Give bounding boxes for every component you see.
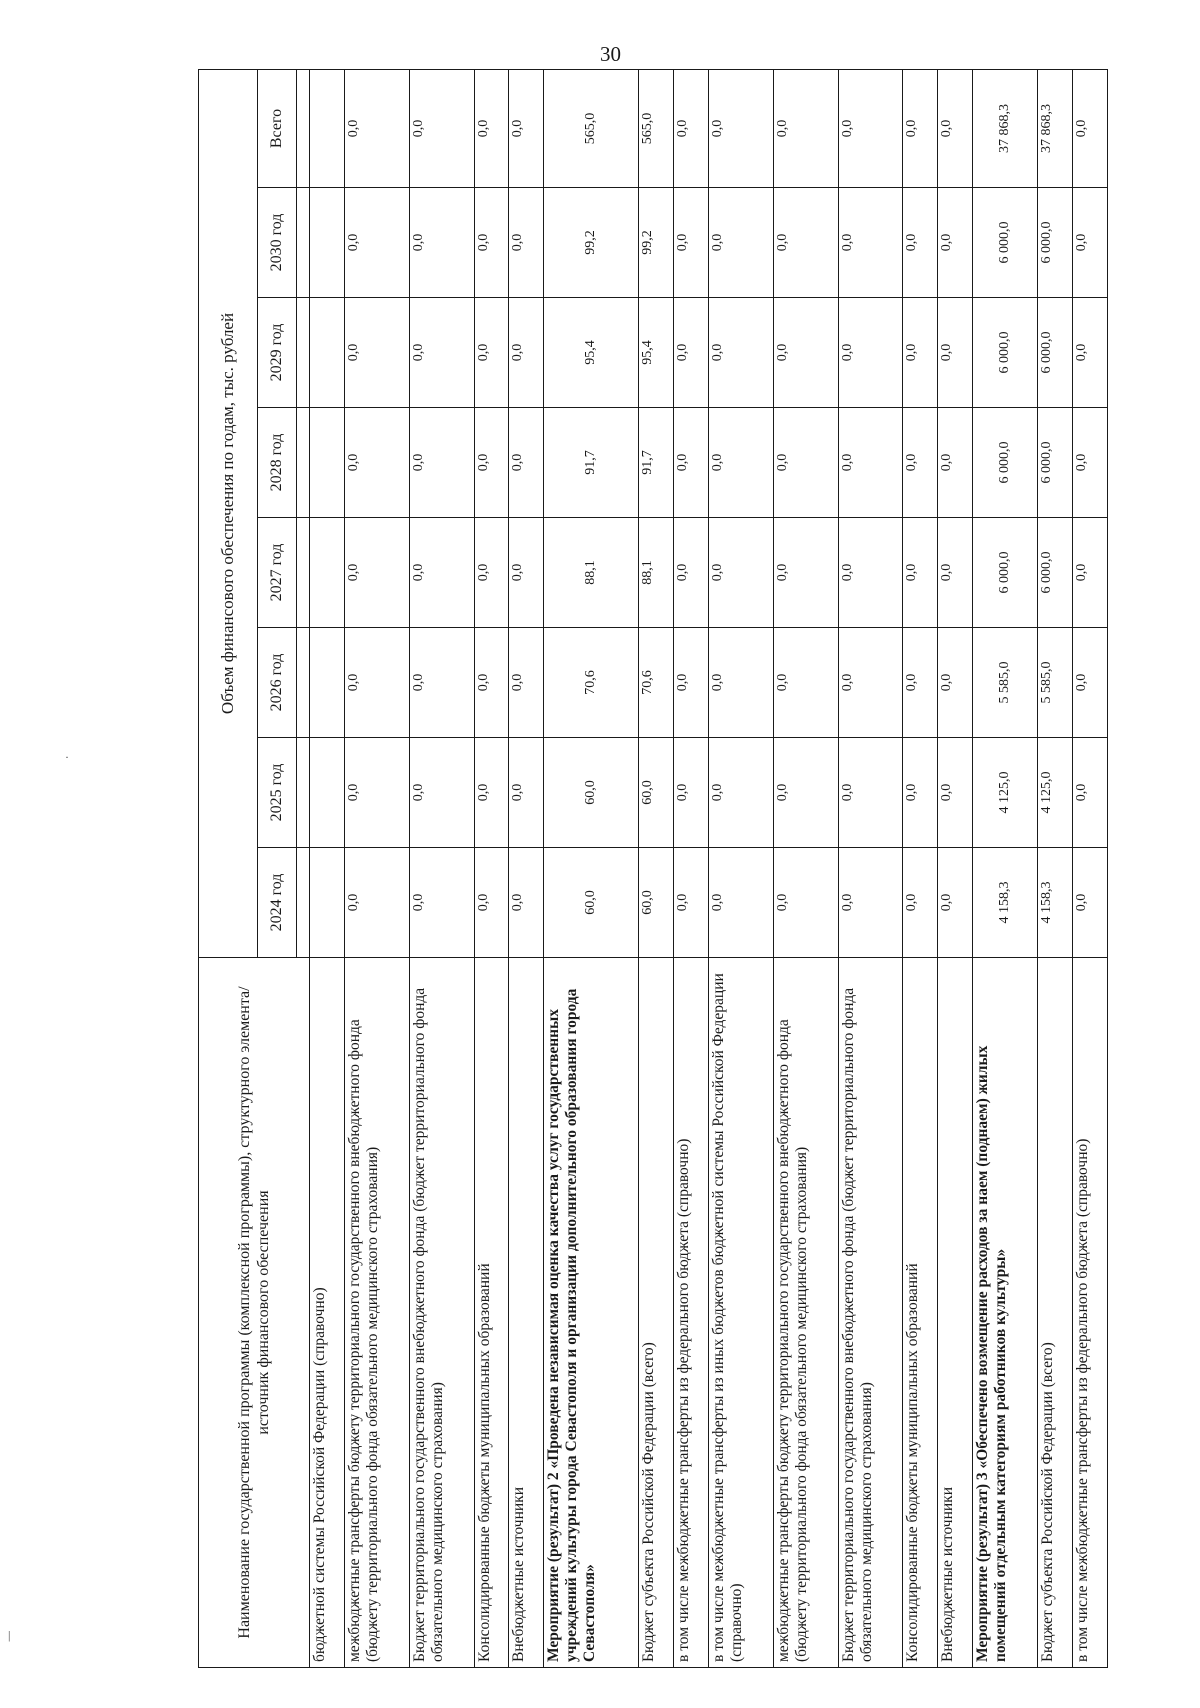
header-spacer-cell [297,298,310,408]
value-cell [310,69,345,187]
value-cell: 0,0 [674,69,709,187]
value-cell: 88,1 [544,518,639,628]
value-cell: 0,0 [708,628,773,738]
value-cell: 0,0 [509,69,544,187]
value-cell: 0,0 [773,69,838,187]
value-cell: 0,0 [474,738,509,848]
table-row [773,69,838,1667]
row-name-cell: Внебюджетные источники [509,958,544,1668]
value-cell: 0,0 [409,848,474,958]
value-cell: 0,0 [674,848,709,958]
value-cell: 0,0 [903,628,938,738]
value-cell: 0,0 [474,518,509,628]
row-name-cell: межбюджетные трансферты бюджету территориального государственного внебюджетного фонда (бюджету территориального фонда обязательного медицинского страхования) [344,958,409,1668]
table-row [639,69,674,1667]
value-cell: 99,2 [544,188,639,298]
value-cell: 0,0 [838,69,903,187]
header-spacer-cell [297,738,310,848]
value-cell: 0,0 [1072,848,1107,958]
value-cell: 99,2 [639,188,674,298]
value-cell: 0,0 [1072,69,1107,187]
value-cell: 37 868,3 [1038,69,1073,187]
value-cell: 0,0 [938,738,973,848]
rotated-table-container [198,70,1108,1668]
value-cell: 0,0 [674,408,709,518]
value-cell: 4 158,3 [973,848,1038,958]
table-row [903,69,938,1667]
value-cell: 91,7 [639,408,674,518]
value-cell: 0,0 [509,298,544,408]
value-cell: 0,0 [838,848,903,958]
value-cell: 0,0 [903,408,938,518]
value-cell: 0,0 [344,188,409,298]
value-cell: 0,0 [1072,738,1107,848]
value-cell [310,518,345,628]
value-cell: 0,0 [344,738,409,848]
value-cell: 0,0 [509,408,544,518]
value-cell: 0,0 [773,848,838,958]
value-cell: 0,0 [474,69,509,187]
value-cell: 0,0 [708,408,773,518]
value-cell [310,848,345,958]
value-cell: 0,0 [344,518,409,628]
table-row [674,69,709,1667]
value-cell: 5 585,0 [973,628,1038,738]
value-cell: 0,0 [773,298,838,408]
value-cell: 4 158,3 [1038,848,1073,958]
header-spacer-cell [297,518,310,628]
table-row [973,69,1038,1667]
value-cell: 0,0 [674,738,709,848]
value-cell: 0,0 [773,738,838,848]
value-cell: 0,0 [903,738,938,848]
table-row [938,69,973,1667]
table-row [838,69,903,1667]
value-cell: 0,0 [674,188,709,298]
value-cell [310,738,345,848]
row-name-cell: Бюджет субъекта Российской Федерации (всего) [1038,958,1073,1668]
row-name-cell: в том числе межбюджетные трансферты из иных бюджетов бюджетной системы Российской Федерации (справочно) [708,958,773,1668]
value-cell: 0,0 [708,69,773,187]
value-cell [310,298,345,408]
table-body [310,69,1108,1667]
financing-table [198,69,1108,1668]
value-cell: 0,0 [838,628,903,738]
value-cell: 95,4 [639,298,674,408]
row-name-cell: Внебюджетные источники [938,958,973,1668]
row-name-cell: межбюджетные трансферты бюджету территориального государственного внебюджетного фонда (бюджету территориального фонда обязательного медицинского страхования) [773,958,838,1668]
value-cell: 0,0 [938,408,973,518]
value-cell: 0,0 [474,298,509,408]
table-row [409,69,474,1667]
row-name-cell: Консолидированные бюджеты муниципальных образований [474,958,509,1668]
value-cell: 0,0 [409,298,474,408]
table-row [344,69,409,1667]
value-cell: 0,0 [409,518,474,628]
value-cell: 0,0 [344,408,409,518]
value-cell: 0,0 [773,628,838,738]
table-row [1072,69,1107,1667]
value-cell: 0,0 [1072,298,1107,408]
value-cell: 0,0 [773,188,838,298]
row-name-cell: бюджетной системы Российской Федерации (справочно) [310,958,345,1668]
value-cell: 0,0 [474,848,509,958]
value-cell: 0,0 [409,738,474,848]
header-spacer-cell [297,188,310,298]
value-cell: 4 125,0 [1038,738,1073,848]
value-cell: 6 000,0 [1038,408,1073,518]
value-cell: 0,0 [903,848,938,958]
row-name-cell: Консолидированные бюджеты муниципальных образований [903,958,938,1668]
row-name-cell: Мероприятие (результат) 3 «Обеспечено возмещение расходов за наем (поднаем) жилых помещений отдельным категориям работников культуры» [973,958,1038,1668]
value-cell: 0,0 [344,848,409,958]
header-spacer-cell [297,408,310,518]
header-year-1: 2025 год [258,738,297,848]
value-cell: 0,0 [1072,188,1107,298]
value-cell: 565,0 [639,69,674,187]
value-cell: 0,0 [903,518,938,628]
scan-tick-mark: | [8,1628,11,1642]
header-year-0: 2024 год [258,848,297,958]
value-cell: 0,0 [903,188,938,298]
value-cell: 60,0 [639,848,674,958]
value-cell: 0,0 [708,738,773,848]
value-cell: 0,0 [409,408,474,518]
header-spacer-cell [297,848,310,958]
header-group-title: Объем финансового обеспечения по годам, тыс. рублей [199,69,258,957]
value-cell [310,188,345,298]
value-cell: 0,0 [938,69,973,187]
header-spacer-cell [297,69,310,187]
value-cell: 88,1 [639,518,674,628]
header-name-column: Наименование государственной программы (комплексной программы), структурного элемента/источник финансового обеспечения [199,958,310,1668]
row-name-cell: Бюджет территориального государственного внебюджетного фонда (бюджет территориального фонда обязательного медицинского страхования) [409,958,474,1668]
table-row [474,69,509,1667]
value-cell: 0,0 [773,408,838,518]
scan-dot-mark: · [65,750,69,764]
value-cell: 0,0 [509,188,544,298]
header-year-3: 2027 год [258,518,297,628]
value-cell: 0,0 [838,518,903,628]
row-name-cell: в том числе межбюджетные трансферты из федерального бюджета (справочно) [674,958,709,1668]
value-cell: 70,6 [639,628,674,738]
value-cell: 0,0 [938,188,973,298]
value-cell: 37 868,3 [973,69,1038,187]
row-name-cell: Бюджет субъекта Российской Федерации (всего) [639,958,674,1668]
value-cell [310,408,345,518]
table-row [1038,69,1073,1667]
value-cell: 0,0 [344,69,409,187]
header-year-7: Всего [258,69,297,187]
value-cell: 0,0 [409,69,474,187]
value-cell: 0,0 [474,188,509,298]
value-cell: 0,0 [474,628,509,738]
value-cell: 0,0 [409,188,474,298]
value-cell: 0,0 [1072,518,1107,628]
header-year-4: 2028 год [258,408,297,518]
row-name-cell: в том числе межбюджетные трансферты из федерального бюджета (справочно) [1072,958,1107,1668]
value-cell: 0,0 [708,848,773,958]
value-cell: 0,0 [838,738,903,848]
value-cell: 0,0 [674,518,709,628]
value-cell: 4 125,0 [973,738,1038,848]
value-cell: 0,0 [903,69,938,187]
header-year-5: 2029 год [258,298,297,408]
value-cell: 0,0 [409,628,474,738]
value-cell: 60,0 [639,738,674,848]
value-cell: 0,0 [344,628,409,738]
table-row [544,69,639,1667]
value-cell: 0,0 [838,298,903,408]
value-cell: 0,0 [938,298,973,408]
value-cell: 6 000,0 [973,298,1038,408]
value-cell: 60,0 [544,848,639,958]
value-cell: 0,0 [1072,408,1107,518]
value-cell: 0,0 [1072,628,1107,738]
value-cell: 0,0 [509,628,544,738]
value-cell: 5 585,0 [1038,628,1073,738]
value-cell [310,628,345,738]
value-cell: 0,0 [773,518,838,628]
value-cell: 0,0 [509,738,544,848]
value-cell: 0,0 [674,628,709,738]
header-year-2: 2026 год [258,628,297,738]
value-cell: 0,0 [838,188,903,298]
value-cell: 0,0 [938,628,973,738]
table-row [310,69,345,1667]
table-row [509,69,544,1667]
value-cell: 0,0 [938,518,973,628]
value-cell: 0,0 [838,408,903,518]
value-cell: 6 000,0 [1038,188,1073,298]
value-cell: 6 000,0 [1038,298,1073,408]
page-number: 30 [600,42,621,66]
row-name-cell: Мероприятие (результат) 2 «Проведена независимая оценка качества услуг государственных учреждений культуры города Севастополя и организации дополнительного образования города Севастополя» [544,958,639,1668]
value-cell: 0,0 [938,848,973,958]
value-cell: 0,0 [344,298,409,408]
value-cell: 70,6 [544,628,639,738]
value-cell: 0,0 [708,188,773,298]
value-cell: 565,0 [544,69,639,187]
value-cell: 0,0 [509,518,544,628]
value-cell: 6 000,0 [1038,518,1073,628]
value-cell: 0,0 [674,298,709,408]
value-cell: 95,4 [544,298,639,408]
value-cell: 6 000,0 [973,518,1038,628]
header-year-6: 2030 год [258,188,297,298]
value-cell: 6 000,0 [973,408,1038,518]
header-spacer-cell [297,628,310,738]
value-cell: 0,0 [708,518,773,628]
value-cell: 60,0 [544,738,639,848]
row-name-cell: Бюджет территориального государственного внебюджетного фонда (бюджет территориального фонда обязательного медицинского страхования) [838,958,903,1668]
value-cell: 6 000,0 [973,188,1038,298]
table-row [708,69,773,1667]
value-cell: 0,0 [708,298,773,408]
value-cell: 0,0 [903,298,938,408]
value-cell: 91,7 [544,408,639,518]
value-cell: 0,0 [509,848,544,958]
value-cell: 0,0 [474,408,509,518]
